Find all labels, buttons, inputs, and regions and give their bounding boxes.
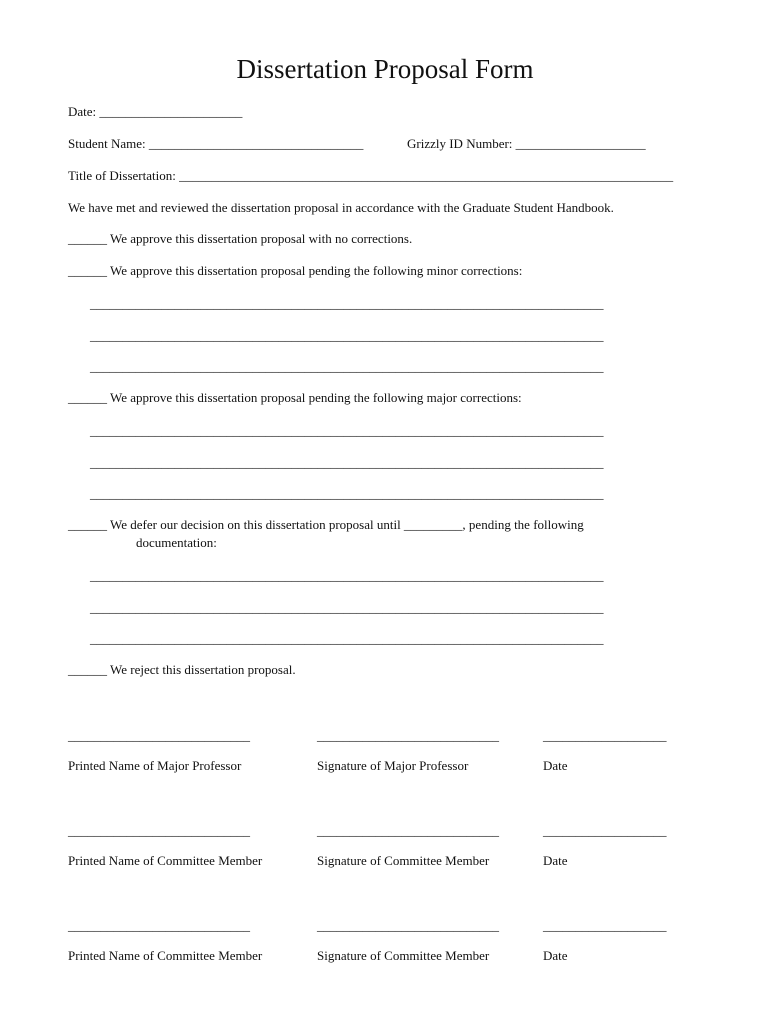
option-approve-minor-corrections[interactable]: ______ We approve this dissertation proposal pending the following minor corrections: [68,263,523,278]
dissertation-title-field[interactable]: Title of Dissertation: ____________________________________________________________________________ [68,168,674,183]
signature-label: Signature of Committee Member [317,853,490,868]
date-line[interactable]: ___________________ [543,918,667,933]
option-approve-no-corrections[interactable]: ______ We approve this dissertation proposal with no corrections. [68,231,413,246]
date-field[interactable]: Date: ______________________ [68,104,243,119]
major-corrections-line-2[interactable]: _______________________________________________________________________________ [90,455,604,470]
minor-corrections-line-1[interactable]: _______________________________________________________________________________ [90,296,604,311]
defer-documentation-line-3[interactable]: _______________________________________________________________________________ [90,631,604,646]
signature-line[interactable]: ____________________________ [317,918,499,933]
option-defer-decision[interactable]: ______ We defer our decision on this dissertation proposal until _________, pending the following [68,517,584,532]
printed-name-line[interactable]: ____________________________ [68,823,250,838]
form-title: Dissertation Proposal Form [236,54,534,84]
minor-corrections-line-3[interactable]: _______________________________________________________________________________ [90,359,604,374]
printed-name-label: Printed Name of Major Professor [68,758,242,773]
date-label: Date [543,948,568,963]
option-reject[interactable]: ______ We reject this dissertation proposal. [68,662,296,677]
signature-line[interactable]: ____________________________ [317,823,499,838]
signature-line[interactable]: ____________________________ [317,728,499,743]
student-name-field[interactable]: Student Name: _________________________________ [68,136,364,151]
printed-name-label: Printed Name of Committee Member [68,853,263,868]
date-line[interactable]: ___________________ [543,823,667,838]
grizzly-id-field[interactable]: Grizzly ID Number: ____________________ [407,136,646,151]
defer-documentation-label: documentation: [136,535,217,550]
printed-name-line[interactable]: ____________________________ [68,728,250,743]
printed-name-label: Printed Name of Committee Member [68,948,263,963]
defer-documentation-line-1[interactable]: _______________________________________________________________________________ [90,568,604,583]
signature-label: Signature of Committee Member [317,948,490,963]
review-statement: We have met and reviewed the dissertation proposal in accordance with the Graduate Student Handbook. [68,200,614,215]
date-label: Date [543,853,568,868]
major-corrections-line-3[interactable]: _______________________________________________________________________________ [90,486,604,501]
option-approve-major-corrections[interactable]: ______ We approve this dissertation proposal pending the following major corrections: [68,390,522,405]
defer-documentation-line-2[interactable]: _______________________________________________________________________________ [90,600,604,615]
date-line[interactable]: ___________________ [543,728,667,743]
signature-label: Signature of Major Professor [317,758,469,773]
date-label: Date [543,758,568,773]
minor-corrections-line-2[interactable]: _______________________________________________________________________________ [90,328,604,343]
printed-name-line[interactable]: ____________________________ [68,918,250,933]
major-corrections-line-1[interactable]: _______________________________________________________________________________ [90,423,604,438]
